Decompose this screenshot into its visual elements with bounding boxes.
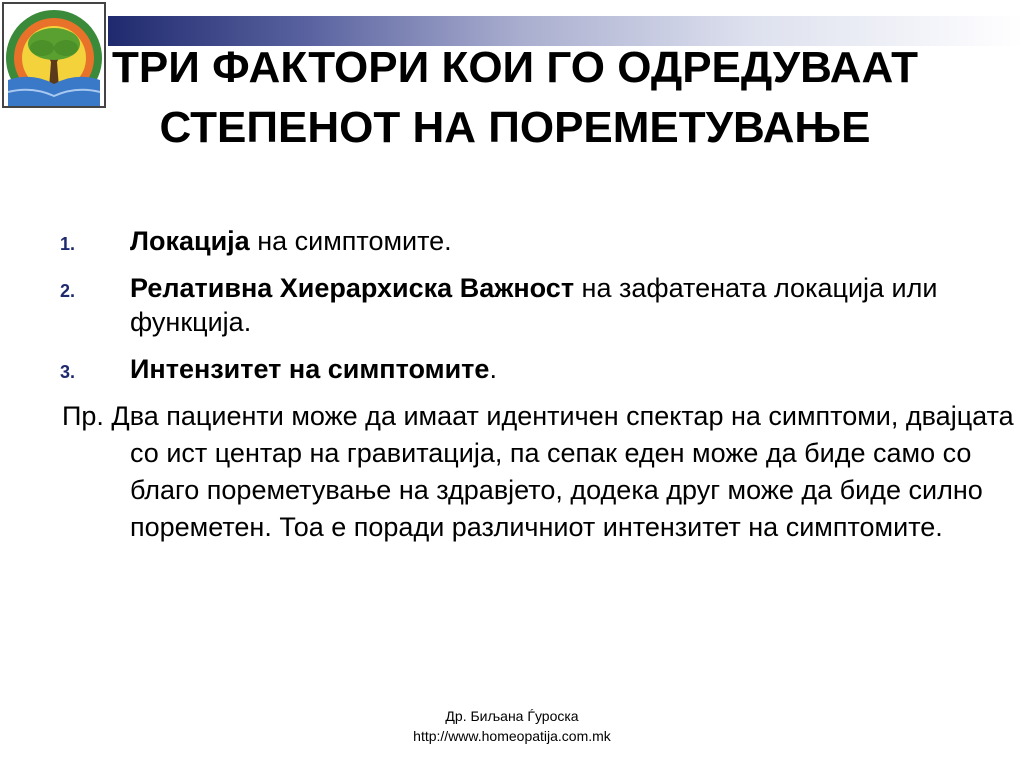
factor-list	[60, 224, 1000, 399]
list-item-bold: Интензитет на симптомите	[130, 354, 490, 384]
list-number: 3.	[60, 362, 76, 382]
slide-title: ТРИ ФАКТОРИ КОИ ГО ОДРЕДУВААТ СТЕПЕНОТ НА ПОРЕМЕТУВАЊЕ	[112, 43, 918, 152]
list-item	[60, 271, 1000, 339]
list-item	[60, 352, 1000, 386]
list-item-text: .	[489, 354, 497, 384]
list-number: 1.	[60, 234, 76, 254]
list-item-bold: Локација	[130, 226, 250, 256]
list-item-text: на симптомите.	[249, 226, 452, 256]
list-item-text: на зафатената локација или функција.	[130, 273, 938, 337]
footer	[0, 706, 1024, 746]
footer-url[interactable]: http://www.homeopatija.com.mk	[413, 728, 611, 744]
list-item-bold: Релативна Хиерархиска Важност	[130, 273, 575, 303]
list-number: 2.	[60, 281, 76, 301]
list-item	[60, 224, 1000, 258]
footer-author: Др. Биљана Ѓуроска	[445, 708, 579, 724]
tree-logo-icon	[2, 2, 106, 108]
example-paragraph: Пр. Два пациенти може да имаат идентичен спектар на симптоми, двајцата со ист центар на гравитација, па сепак еден може да биде само со благо пореметување на здравјето, додека друг може да биде силно пореметен. Тоа е поради различниот интензитет на симптомите.	[62, 401, 1014, 542]
